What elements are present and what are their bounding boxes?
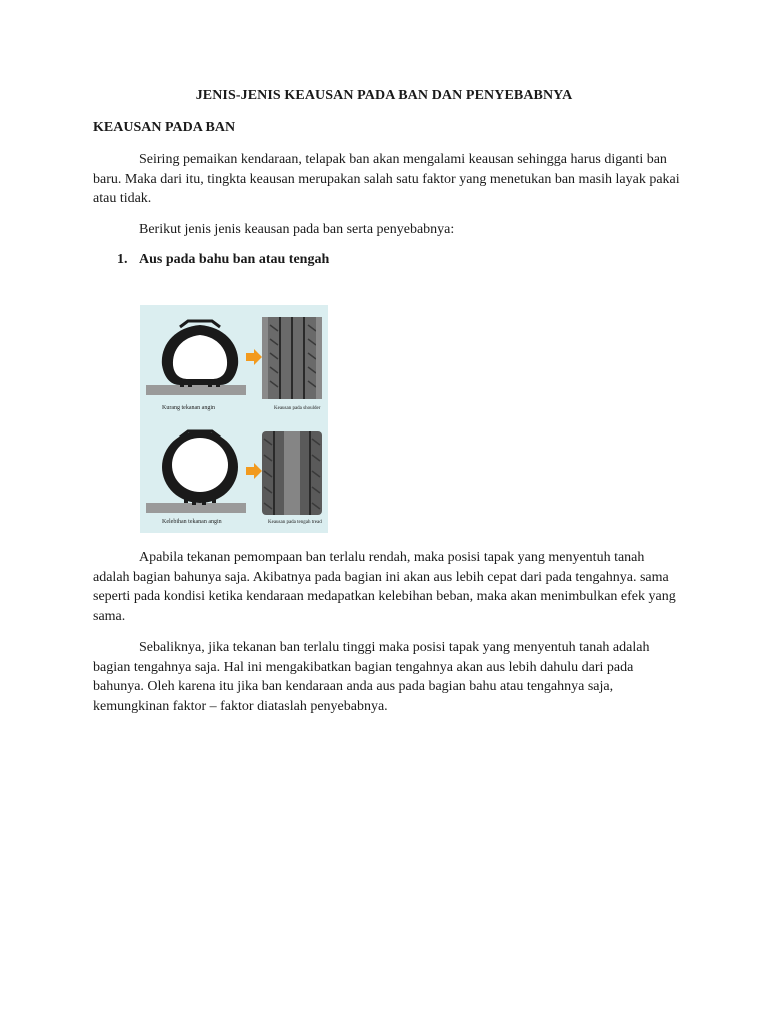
caption-top-left: Kurang tekanan angin xyxy=(162,405,215,411)
tread-shoulder-wear-top xyxy=(262,317,322,399)
list-item-number: 1. xyxy=(117,252,128,267)
caption-top-right: Keausan pada shoulder xyxy=(274,406,321,411)
document-title: JENIS-JENIS KEAUSAN PADA BAN DAN PENYEBABNYA xyxy=(195,88,573,103)
list-item-label: Aus pada bahu ban atau tengah xyxy=(139,252,330,267)
list-intro-paragraph: Berikut jenis jenis keausan pada ban serta penyebabnya: xyxy=(139,222,455,237)
caption-bottom-left: Kelebihan tekanan angin xyxy=(162,519,222,525)
road-surface-top xyxy=(146,385,246,395)
tread-center-wear-bottom xyxy=(262,431,322,515)
section-heading: KEAUSAN PADA BAN xyxy=(93,120,236,135)
overinflation-paragraph: Sebaliknya, jika tekanan ban terlalu tinggi maka posisi tapak yang menyentuh tanah adalah bagian tengahnya saja. Hal ini mengakibatkan bagian tengahnya akan aus lebih dahulu dari pada bahunya. Oleh karena itu jika ban kendaraan anda aus pada bagian bahu atau tengahnya saja, kemungkinan faktor – faktor diataslah penyebabnya. xyxy=(93,640,650,714)
intro-paragraph: Seiring pemaikan kendaraan, telapak ban akan mengalami keausan sehingga harus diganti ban baru. Maka dari itu, tingkta keausan merupakan salah satu faktor yang menetukan ban masih layak pakai atau tidak. xyxy=(93,152,680,206)
list-item xyxy=(117,252,329,268)
caption-bottom-right: Keausan pada tengah tread xyxy=(268,520,322,525)
tire-wear-figure xyxy=(140,305,328,533)
underinflation-paragraph: Apabila tekanan pemompaan ban terlalu rendah, maka posisi tapak yang menyentuh tanah adalah bagian bahunya saja. Akibatnya pada bagian ini akan aus lebih cepat dari pada tengahnya. sama seperti pada kondisi ketika kendaraan medapatkan kelebihan beban, maka akan menimbulkan efek yang sama. xyxy=(93,550,676,624)
tire-inner-bottom xyxy=(172,438,228,492)
